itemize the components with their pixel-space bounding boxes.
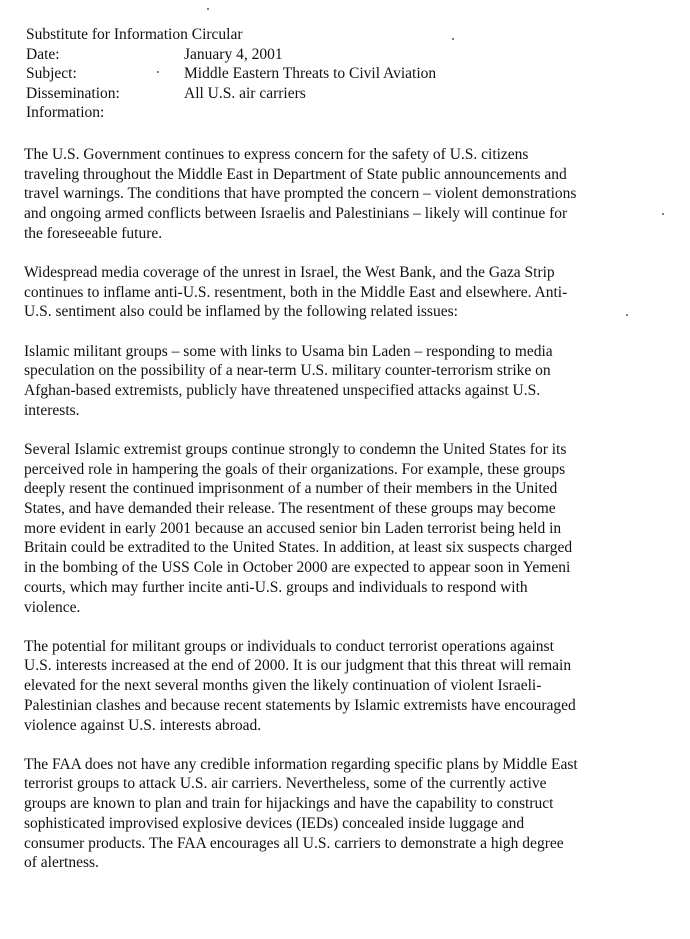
paragraph-line: and ongoing armed conflicts between Israelis and Palestinians – likely will continue for (24, 205, 568, 223)
body-paragraph (24, 342, 660, 421)
scan-speck (157, 71, 159, 73)
paragraph-line: groups are known to plan and train for hijackings and have the capability to construct (24, 795, 554, 813)
paragraph-line: The U.S. Government continues to express concern for the safety of U.S. citizens (24, 146, 529, 163)
paragraph-line: Palestinian clashes and because recent statements by Islamic extremists have encouraged (24, 696, 576, 714)
memo-body (24, 145, 660, 893)
header-value: January 4, 2001 (184, 45, 283, 63)
paragraph-line: speculation on the possibility of a near-term U.S. military counter-terrorism strike on (24, 362, 551, 380)
paragraph-line: violence against U.S. interests abroad. (24, 716, 262, 734)
paragraph-line: of alertness. (24, 854, 99, 872)
paragraph-line: violence. (24, 598, 81, 616)
paragraph-line: sophisticated improvised explosive devices (IEDs) concealed inside luggage and (24, 814, 525, 832)
paragraph-line: continues to inflame anti-U.S. resentment, both in the Middle East and elsewhere. Anti- (24, 283, 568, 301)
paragraph-line: perceived role in hampering the goals of their organizations. For example, these groups (24, 460, 566, 478)
paragraph-line: terrorist groups to attack U.S. air carriers. Nevertheless, some of the currently active (24, 775, 547, 793)
paragraph-line: travel warnings. The conditions that have prompted the concern – violent demonstrations (24, 185, 577, 203)
paragraph-line: Several Islamic extremist groups continue strongly to condemn the United States for its (24, 440, 567, 458)
scan-speck (207, 8, 209, 10)
paragraph-line: courts, which may further incite anti-U.S. groups and individuals to respond with (24, 578, 528, 596)
paragraph-line: more evident in early 2001 because an accused senior bin Laden terrorist being held in (24, 519, 562, 537)
paragraph-line: U.S. sentiment also could be inflamed by the following related issues: (24, 303, 458, 321)
paragraph-line: interests. (24, 401, 80, 419)
paragraph-line: Britain could be extradited to the United States. In addition, at least six suspects charged (24, 539, 573, 557)
paragraph-line: the foreseeable future. (24, 224, 163, 242)
header-value: All U.S. air carriers (184, 84, 306, 102)
paragraph-line: consumer products. The FAA encourages all U.S. carriers to demonstrate a high degree (24, 834, 564, 852)
header-label: Subject: (26, 65, 77, 82)
paragraph-line: U.S. interests increased at the end of 2000. It is our judgment that this threat will remain (24, 657, 572, 675)
header-value: Middle Eastern Threats to Civil Aviation (184, 65, 437, 82)
scan-speck (662, 213, 664, 215)
body-paragraph (24, 263, 660, 322)
scan-speck (452, 38, 454, 40)
header-row-subject (26, 64, 436, 84)
paragraph-line: Islamic militant groups – some with links to Usama bin Laden – responding to media (24, 342, 553, 360)
header-row-dissemination (26, 84, 436, 104)
body-paragraph (24, 145, 660, 244)
header-row-date (26, 45, 436, 65)
scan-speck (626, 314, 628, 316)
paragraph-line: elevated for the next several months given the likely continuation of violent Israeli- (24, 677, 542, 695)
header-label: Dissemination: (26, 84, 120, 102)
paragraph-line: Afghan-based extremists, publicly have threatened unspecified attacks against U.S. (24, 382, 541, 400)
header-label: Date: (26, 45, 60, 63)
memo-header (26, 25, 436, 123)
body-paragraph (24, 637, 660, 736)
paragraph-line: The potential for militant groups or individuals to conduct terrorist operations against (24, 637, 554, 655)
paragraph-line: traveling throughout the Middle East in Department of State public announcements and (24, 165, 567, 183)
paragraph-line: Widespread media coverage of the unrest in Israel, the West Bank, and the Gaza Strip (24, 264, 555, 282)
memo-title: Substitute for Information Circular (26, 26, 243, 43)
paragraph-line: The FAA does not have any credible information regarding specific plans by Middle East (24, 755, 578, 773)
header-row-information (26, 103, 436, 123)
paragraph-line: in the bombing of the USS Cole in October 2000 are expected to appear soon in Yemeni (24, 559, 571, 577)
header-label: Information: (26, 104, 105, 121)
paragraph-line: States, and have demanded their release. The resentment of these groups may become (24, 500, 556, 518)
body-paragraph (24, 440, 660, 617)
paragraph-line: deeply resent the continued imprisonment of a number of their members in the United (24, 480, 558, 498)
body-paragraph (24, 755, 660, 873)
